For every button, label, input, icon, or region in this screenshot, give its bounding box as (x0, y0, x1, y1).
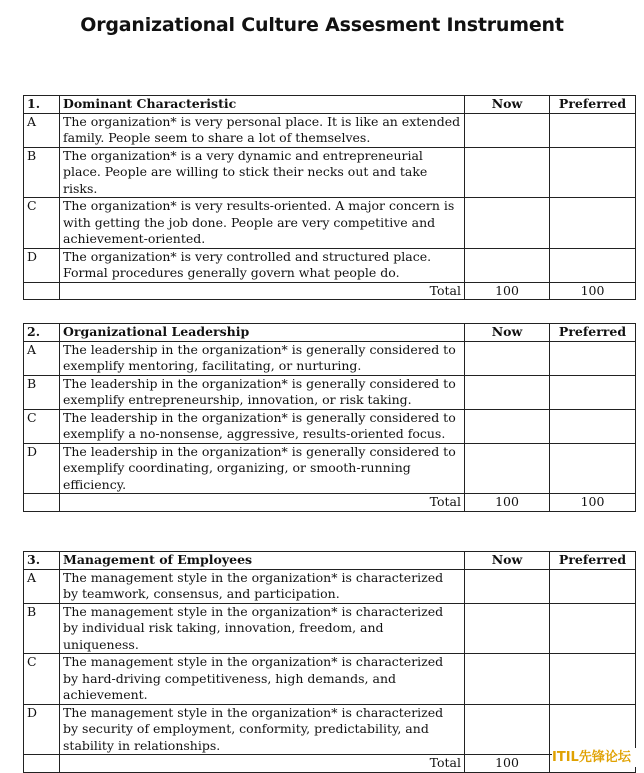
now-score-cell[interactable] (465, 375, 550, 409)
preferred-score-cell[interactable] (550, 443, 636, 494)
column-now-header: Now (465, 552, 550, 570)
total-preferred: 100 (550, 494, 636, 512)
table-row (24, 147, 636, 198)
section-header-row (24, 552, 636, 570)
row-description: The management style in the organization* is characterized by security of employment, conformity, predictability, and stability in relationships. (60, 704, 465, 755)
row-description: The management style in the organization* is characterized by teamwork, consensus, and participation. (60, 569, 465, 603)
table-row (24, 248, 636, 282)
now-score-cell[interactable] (465, 113, 550, 147)
preferred-score-cell[interactable] (550, 603, 636, 654)
preferred-score-cell[interactable] (550, 704, 636, 755)
total-label: Total (60, 755, 465, 773)
row-id: C (24, 409, 60, 443)
now-score-cell[interactable] (465, 341, 550, 375)
preferred-score-cell[interactable] (550, 147, 636, 198)
preferred-score-cell[interactable] (550, 654, 636, 705)
now-score-cell[interactable] (465, 443, 550, 494)
row-description: The leadership in the organization* is generally considered to exemplify a no-nonsense, aggressive, results-oriented focus. (60, 409, 465, 443)
now-score-cell[interactable] (465, 603, 550, 654)
row-description: The management style in the organization* is characterized by individual risk taking, innovation, freedom, and uniqueness. (60, 603, 465, 654)
row-description: The organization* is very results-oriented. A major concern is with getting the job done. People are very competitive and achievement-oriented. (60, 198, 465, 249)
total-now: 100 (465, 494, 550, 512)
section-heading: Management of Employees (60, 552, 465, 570)
total-spacer (24, 755, 60, 773)
total-preferred: 100 (550, 282, 636, 300)
row-description: The leadership in the organization* is generally considered to exemplify mentoring, facilitating, or nurturing. (60, 341, 465, 375)
section-1-table (23, 95, 636, 300)
preferred-score-cell[interactable] (550, 375, 636, 409)
watermark-logo: ITIL先锋论坛 (552, 748, 644, 767)
total-label: Total (60, 282, 465, 300)
row-description: The leadership in the organization* is generally considered to exemplify coordinating, organizing, or smooth-running efficiency. (60, 443, 465, 494)
preferred-score-cell[interactable] (550, 113, 636, 147)
table-row (24, 341, 636, 375)
table-row (24, 409, 636, 443)
total-row (24, 494, 636, 512)
section-heading: Dominant Characteristic (60, 96, 465, 114)
preferred-score-cell[interactable] (550, 248, 636, 282)
preferred-score-cell[interactable] (550, 569, 636, 603)
table-row (24, 603, 636, 654)
section-2-table (23, 323, 636, 512)
total-label: Total (60, 494, 465, 512)
row-id: B (24, 603, 60, 654)
row-description: The organization* is a very dynamic and entrepreneurial place. People are willing to stick their necks out and take risks. (60, 147, 465, 198)
section-number: 3. (24, 552, 60, 570)
total-now: 100 (465, 282, 550, 300)
section-header-row (24, 96, 636, 114)
now-score-cell[interactable] (465, 409, 550, 443)
table-row (24, 113, 636, 147)
table-row (24, 198, 636, 249)
column-preferred-header: Preferred (550, 96, 636, 114)
table-row (24, 704, 636, 755)
row-id: B (24, 375, 60, 409)
total-now: 100 (465, 755, 550, 773)
row-id: A (24, 569, 60, 603)
table-row (24, 654, 636, 705)
total-spacer (24, 494, 60, 512)
row-id: C (24, 198, 60, 249)
table-row (24, 569, 636, 603)
now-score-cell[interactable] (465, 198, 550, 249)
table-row (24, 443, 636, 494)
preferred-score-cell[interactable] (550, 198, 636, 249)
preferred-score-cell[interactable] (550, 409, 636, 443)
row-id: D (24, 704, 60, 755)
now-score-cell[interactable] (465, 248, 550, 282)
total-spacer (24, 282, 60, 300)
now-score-cell[interactable] (465, 704, 550, 755)
row-id: D (24, 443, 60, 494)
section-header-row (24, 324, 636, 342)
section-number: 2. (24, 324, 60, 342)
row-id: A (24, 113, 60, 147)
column-now-header: Now (465, 96, 550, 114)
total-row (24, 755, 636, 773)
row-description: The leadership in the organization* is generally considered to exemplify entrepreneurship, innovation, or risk taking. (60, 375, 465, 409)
section-number: 1. (24, 96, 60, 114)
section-heading: Organizational Leadership (60, 324, 465, 342)
page-title: Organizational Culture Assesment Instrument (80, 14, 564, 36)
column-preferred-header: Preferred (550, 552, 636, 570)
row-description: The management style in the organization* is characterized by hard-driving competitiveness, high demands, and achievement. (60, 654, 465, 705)
column-preferred-header: Preferred (550, 324, 636, 342)
preferred-score-cell[interactable] (550, 341, 636, 375)
row-description: The organization* is very personal place. It is like an extended family. People seem to share a lot of themselves. (60, 113, 465, 147)
column-now-header: Now (465, 324, 550, 342)
table-row (24, 375, 636, 409)
row-id: A (24, 341, 60, 375)
section-3-table (23, 551, 636, 773)
now-score-cell[interactable] (465, 147, 550, 198)
now-score-cell[interactable] (465, 569, 550, 603)
row-id: C (24, 654, 60, 705)
now-score-cell[interactable] (465, 654, 550, 705)
row-description: The organization* is very controlled and structured place. Formal procedures generally govern what people do. (60, 248, 465, 282)
row-id: B (24, 147, 60, 198)
total-row (24, 282, 636, 300)
row-id: D (24, 248, 60, 282)
